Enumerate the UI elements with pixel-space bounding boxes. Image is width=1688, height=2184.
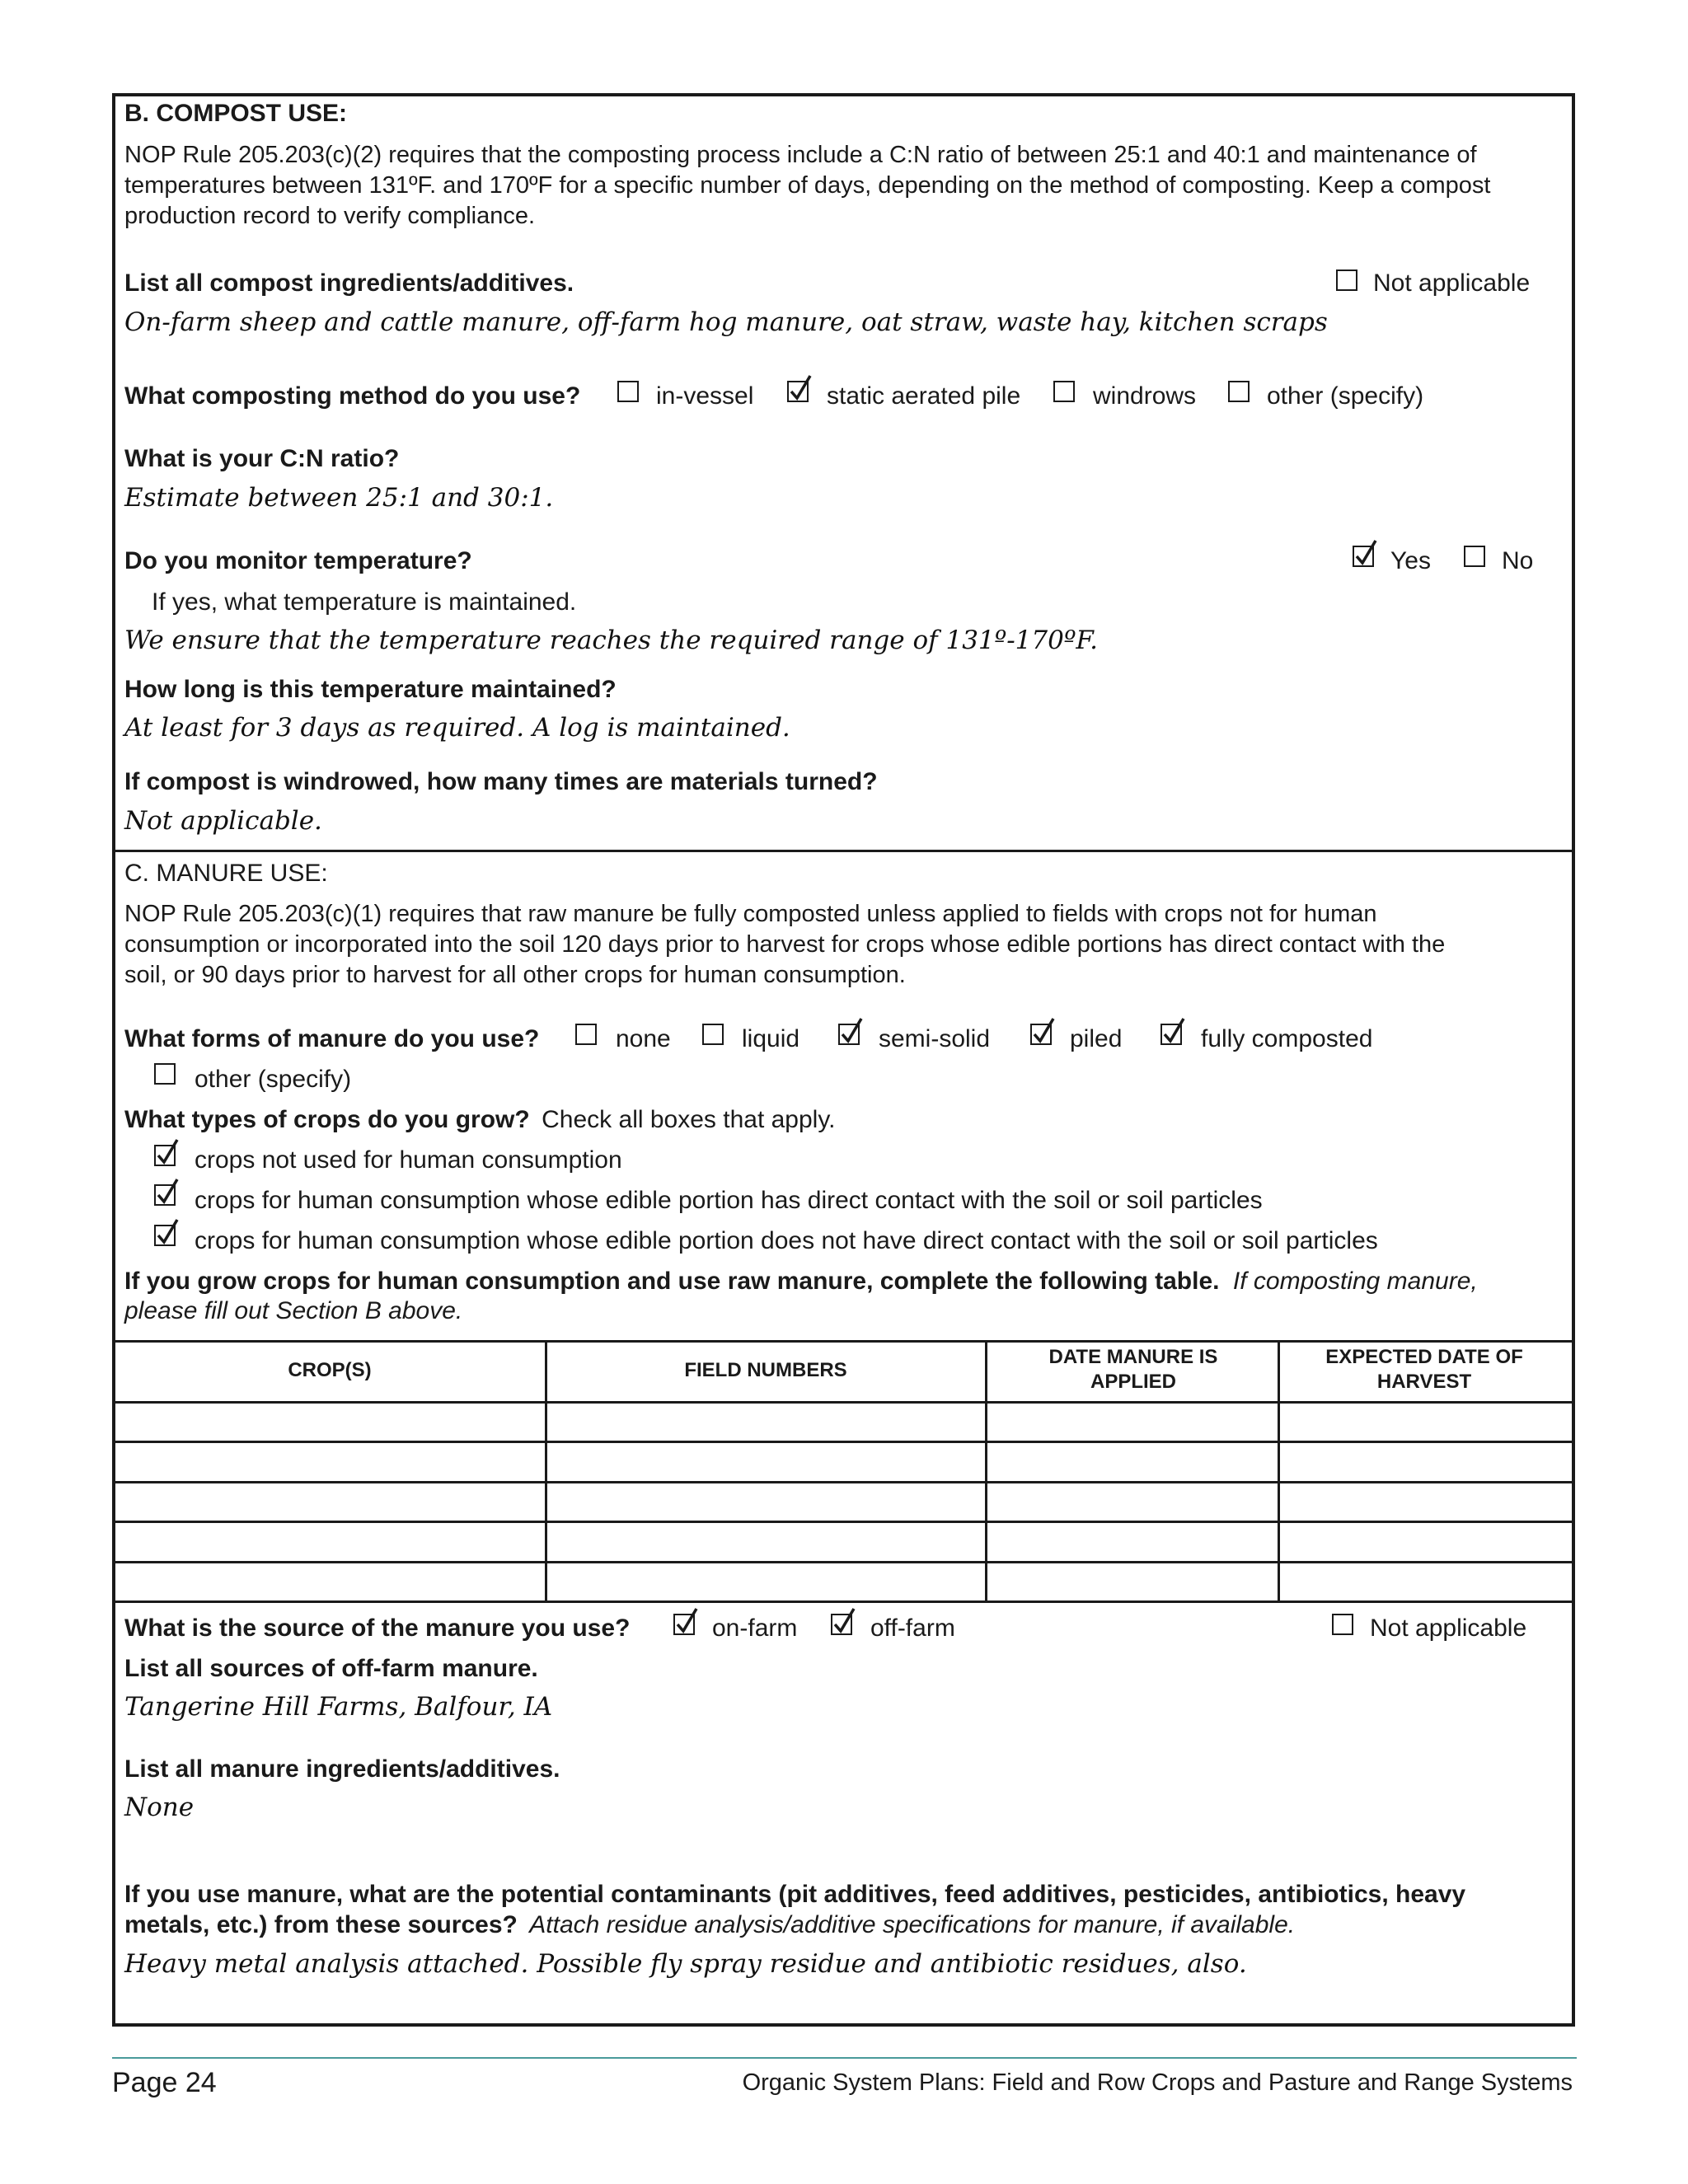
temperature-duration-question: How long is this temperature maintained? bbox=[124, 676, 617, 703]
section-c-intro-line-3: soil, or 90 days prior to harvest for all other crops for human consumption. bbox=[124, 962, 906, 988]
form-semi-solid-label: semi-solid bbox=[879, 1025, 991, 1052]
method-static-aerated-pile-label: static aerated pile bbox=[827, 382, 1021, 410]
manure-forms-question: What forms of manure do you use? bbox=[124, 1025, 540, 1052]
table-instruction-bold: If you grow crops for human consumption and use raw manure, complete the following table. bbox=[124, 1268, 1220, 1295]
section-divider bbox=[112, 850, 1575, 852]
method-static-aerated-pile-checkbox[interactable] bbox=[787, 381, 809, 402]
compost-ingredients-answer: On-farm sheep and cattle manure, off-farm hog manure, oat straw, waste hay, kitchen scraps bbox=[124, 307, 1328, 337]
table-instruction-line-1 bbox=[124, 1268, 1478, 1296]
table-instruction-italic-1: If composting manure, bbox=[1232, 1268, 1478, 1295]
crop-direct-contact-checkbox[interactable] bbox=[154, 1184, 176, 1206]
temperature-duration-answer: At least for 3 days as required. A log is maintained. bbox=[124, 713, 790, 743]
compost-ingredients-na-checkbox[interactable] bbox=[1336, 269, 1357, 291]
source-off-farm-label: off-farm bbox=[870, 1615, 955, 1642]
manure-source-question: What is the source of the manure you use? bbox=[124, 1615, 631, 1642]
monitor-temperature-question: Do you monitor temperature? bbox=[124, 547, 472, 574]
method-windrows-label: windrows bbox=[1093, 382, 1197, 410]
form-none-label: none bbox=[616, 1025, 671, 1052]
contaminants-question-2: metals, etc.) from these sources? bbox=[124, 1911, 518, 1938]
form-semi-solid-checkbox[interactable] bbox=[838, 1024, 860, 1045]
manure-ingredients-question: List all manure ingredients/additives. bbox=[124, 1755, 560, 1783]
form-fully-composted-label: fully composted bbox=[1201, 1025, 1373, 1052]
source-on-farm-checkbox[interactable] bbox=[673, 1614, 695, 1635]
source-off-farm-checkbox[interactable] bbox=[831, 1614, 852, 1635]
contaminants-answer: Heavy metal analysis attached. Possible fly spray residue and antibiotic residues, also. bbox=[124, 1949, 1247, 1979]
form-none-checkbox[interactable] bbox=[575, 1024, 597, 1045]
form-piled-checkbox[interactable] bbox=[1030, 1024, 1052, 1045]
windrow-turns-answer: Not applicable. bbox=[124, 806, 322, 836]
temperature-answer: We ensure that the temperature reaches the required range of 131º-170ºF. bbox=[124, 626, 1098, 655]
offfarm-sources-question: List all sources of off-farm manure. bbox=[124, 1655, 538, 1682]
form-fully-composted-checkbox[interactable] bbox=[1160, 1024, 1182, 1045]
table-header-expected-harvest: EXPECTED DATE OF HARVEST bbox=[1325, 1346, 1523, 1393]
table-header-field-numbers: FIELD NUMBERS bbox=[684, 1359, 847, 1381]
temperature-sub-question: If yes, what temperature is maintained. bbox=[152, 588, 577, 616]
table-row-line bbox=[112, 1521, 1575, 1523]
page-number: Page 24 bbox=[112, 2067, 217, 2098]
contaminants-question-line-2 bbox=[124, 1911, 1295, 1939]
section-b-intro-line-2: temperatures between 131ºF. and 170ºF for a specific number of days, depending on the method of composting. Keep a compost bbox=[124, 172, 1491, 199]
table-row-line bbox=[112, 1481, 1575, 1483]
method-in-vessel-checkbox[interactable] bbox=[617, 381, 639, 402]
section-b-intro-line-3: production record to verify compliance. bbox=[124, 203, 536, 229]
offfarm-sources-answer: Tangerine Hill Farms, Balfour, IA bbox=[124, 1692, 553, 1722]
method-in-vessel-label: in-vessel bbox=[656, 382, 754, 410]
section-c-heading: C. MANURE USE: bbox=[124, 860, 328, 887]
section-c-intro-line-1: NOP Rule 205.203(c)(1) requires that raw manure be fully composted unless applied to fields with crops not for human bbox=[124, 901, 1377, 927]
table-top-border bbox=[112, 1340, 1575, 1343]
monitor-no-label: No bbox=[1502, 547, 1534, 574]
monitor-yes-checkbox[interactable] bbox=[1353, 546, 1374, 567]
crop-not-human-label: crops not used for human consumption bbox=[195, 1146, 622, 1174]
section-b-intro-line-1: NOP Rule 205.203(c)(2) requires that the composting process include a C:N ratio of between 25:1 and 40:1 and maintenance of bbox=[124, 142, 1477, 168]
contaminants-italic-note: Attach residue analysis/additive specifications for manure, if available. bbox=[529, 1911, 1296, 1938]
crop-not-human-checkbox[interactable] bbox=[154, 1145, 176, 1166]
table-bottom-border bbox=[112, 1601, 1575, 1603]
monitor-yes-label: Yes bbox=[1390, 547, 1431, 574]
crop-no-contact-label: crops for human consumption whose edible portion does not have direct contact with the soil or soil particles bbox=[195, 1227, 1378, 1254]
contaminants-question-line-1: If you use manure, what are the potential contaminants (pit additives, feed additives, pesticides, antibiotics, heavy bbox=[124, 1881, 1466, 1908]
cn-ratio-answer: Estimate between 25:1 and 30:1. bbox=[124, 483, 554, 513]
composting-method-question: What composting method do you use? bbox=[124, 382, 581, 410]
crop-types-note: Check all boxes that apply. bbox=[542, 1106, 836, 1133]
section-c-intro-line-2: consumption or incorporated into the soil 120 days prior to harvest for crops whose edible portions has direct contact with the bbox=[124, 931, 1446, 958]
compost-ingredients-question: List all compost ingredients/additives. bbox=[124, 269, 574, 297]
table-col-divider bbox=[985, 1340, 987, 1602]
table-row-line bbox=[112, 1441, 1575, 1443]
table-row-line bbox=[112, 1561, 1575, 1563]
windrow-turns-question: If compost is windrowed, how many times are materials turned? bbox=[124, 768, 878, 795]
table-header-date-applied: DATE MANURE IS APPLIED bbox=[1048, 1346, 1218, 1393]
source-na-checkbox[interactable] bbox=[1332, 1614, 1353, 1635]
source-on-farm-label: on-farm bbox=[712, 1615, 798, 1642]
footer-title: Organic System Plans: Field and Row Crops and Pasture and Range Systems bbox=[742, 2069, 1573, 2096]
monitor-no-checkbox[interactable] bbox=[1464, 546, 1485, 567]
crop-types-question: What types of crops do you grow? bbox=[124, 1106, 530, 1133]
form-liquid-label: liquid bbox=[742, 1025, 800, 1052]
table-col-divider bbox=[1278, 1340, 1280, 1602]
crop-no-contact-checkbox[interactable] bbox=[154, 1225, 176, 1246]
table-header-border bbox=[112, 1401, 1575, 1404]
source-na-label: Not applicable bbox=[1370, 1615, 1527, 1642]
footer-rule bbox=[112, 2057, 1577, 2059]
method-windrows-checkbox[interactable] bbox=[1053, 381, 1075, 402]
crop-direct-contact-label: crops for human consumption whose edible portion has direct contact with the soil or soil particles bbox=[195, 1187, 1263, 1214]
table-instruction-italic-2: please fill out Section B above. bbox=[124, 1297, 463, 1324]
method-other-label: other (specify) bbox=[1267, 382, 1424, 410]
form-other-checkbox[interactable] bbox=[154, 1063, 176, 1085]
section-b-heading: B. COMPOST USE: bbox=[124, 100, 348, 127]
compost-ingredients-na-label: Not applicable bbox=[1373, 269, 1531, 297]
manure-ingredients-answer: None bbox=[124, 1793, 195, 1822]
method-other-checkbox[interactable] bbox=[1228, 381, 1250, 402]
cn-ratio-question: What is your C:N ratio? bbox=[124, 445, 400, 472]
form-other-label: other (specify) bbox=[195, 1066, 352, 1093]
table-header-crops: CROP(S) bbox=[288, 1359, 372, 1381]
form-piled-label: piled bbox=[1070, 1025, 1123, 1052]
crop-types-row bbox=[124, 1106, 835, 1134]
form-liquid-checkbox[interactable] bbox=[702, 1024, 724, 1045]
